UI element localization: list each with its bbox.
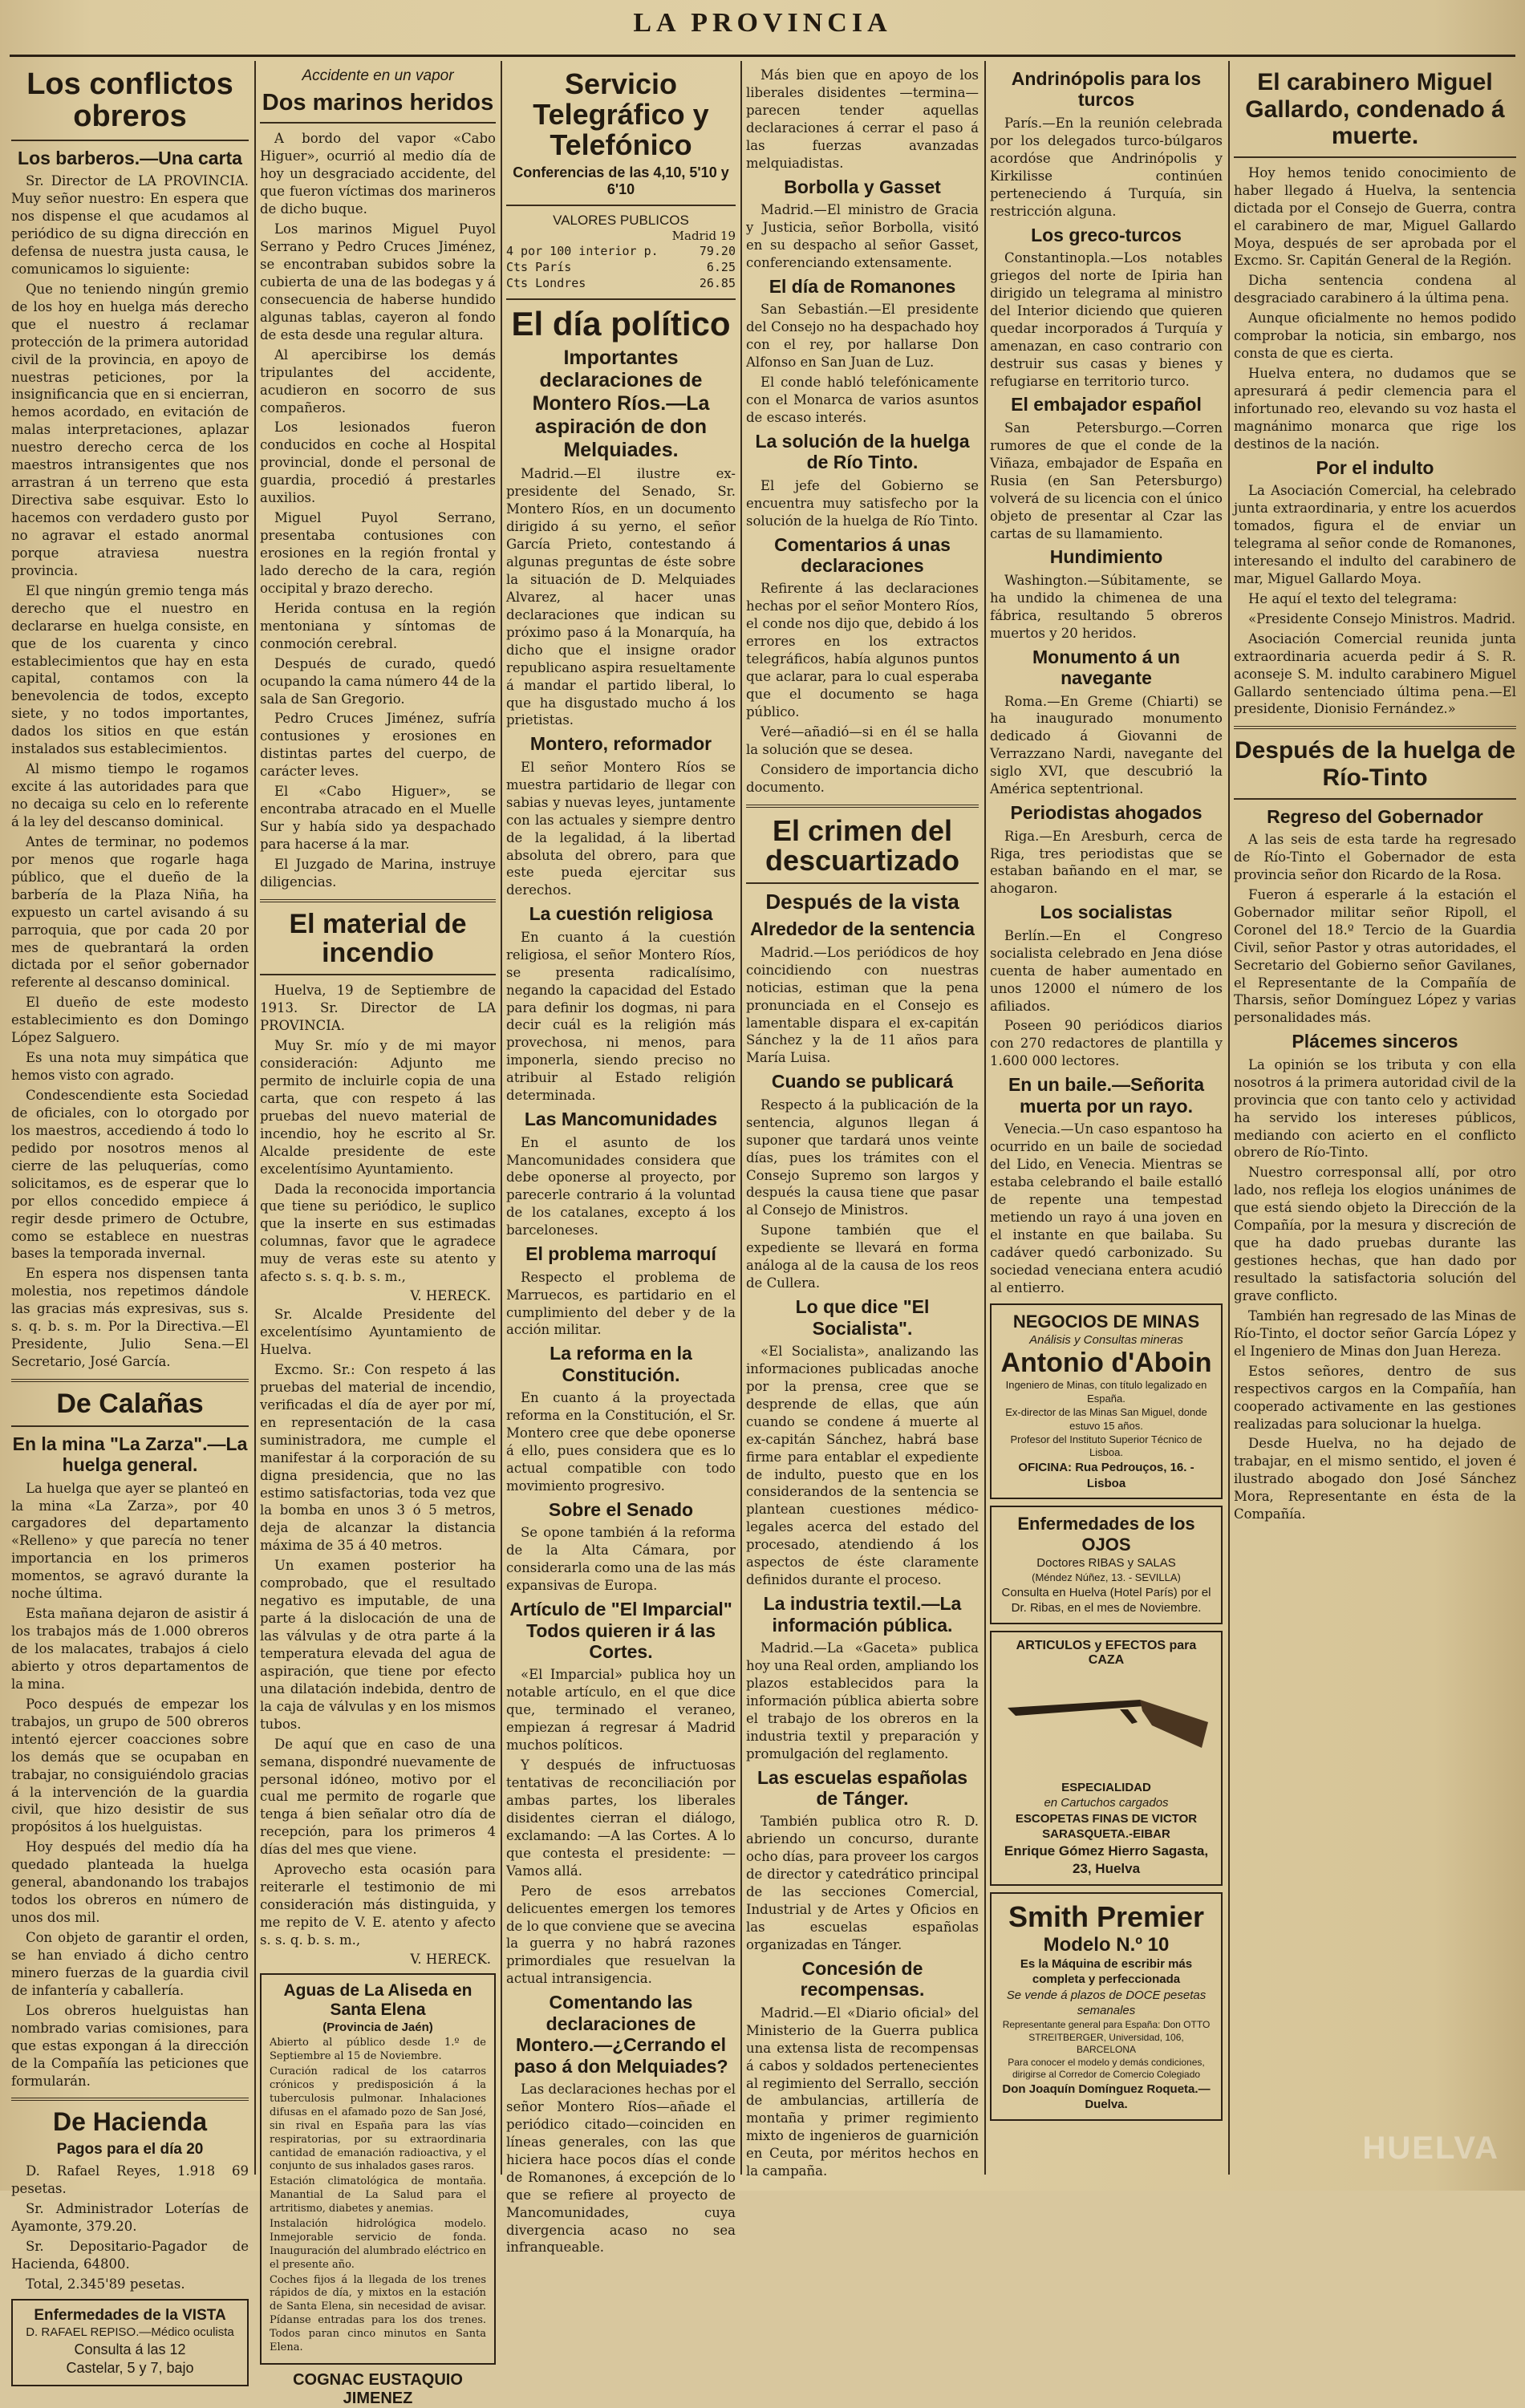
signature: V. HERECK. [410,1951,491,1967]
ad-line: Representante general para España: Don OTTO STREITBERGER, Universidad, 106, BARCELONA [1002,2018,1211,2056]
paragraph: Que no teniendo ningún gremio de los hoy en huelga más derecho que el nuestro á reclamar protección de la primera autoridad civil de la provincia, en apoyo de nuestras peticiones, por la insignificancia que en si encierran, hemos acordado, en evitación de malas interpretaciones, aplazar nuestro derecho cerca de los maestros intransigentes que nos arrastran á un terreno que esta Directiva sabe esquivar. Esto lo hacemos con verdadero gusto por no agravar el estado anormal porque atraviesa nuestra provincia. [11,281,249,578]
table-row: 4 por 100 interior p. 79.20 [506,243,736,258]
divider [506,298,736,300]
paragraph: Huelva, 19 de Septiembre de 1913. Sr. Director de LA PROVINCIA. [260,983,496,1034]
paragraph: San Sebastián.—El presidente del Consejo no ha despachado hoy con el rey, por hallarse Don Alfonso en San Juan de Luz. [746,302,979,371]
ad-title: Aguas de La Aliseda en Santa Elena [283,1980,473,2019]
paragraph: «El Imparcial» publica hoy un notable artículo, en el que dice que, terminado el veraneo, empiezan á regresar á Madrid muchos políticos. [506,1667,736,1753]
article-subtitle: En la mina "La Zarza".—La huelga general. [12,1433,248,1476]
paragraph: El jefe del Gobierno se encuentra muy satisfecho por la solución de la huelga de Río Tinto. [746,477,979,529]
ad-text: Instalación hidrológica modelo. Inmejorable servicio de fonda. Inauguración del alumbrado eléctrico en el presente año. [270,2217,486,2271]
paragraph: San Petersburgo.—Corren rumores de que el conde de la Viñaza, embajador de España en Rusia (en San Petersburgo) volverá de su licencia con el único objeto de presentar al Czar las cartas de su llamamiento. [990,420,1223,541]
values-date: Madrid 19 [671,228,736,243]
column-3 [506,64,736,2256]
article-subtitle: Hundimiento [1049,546,1163,568]
column-rule [1228,61,1230,2175]
paragraph: Washington.—Súbitamente, se ha undido la chimenea de una fábrica, resultando 5 obreros muertos y 20 heridos. [990,572,1223,641]
paragraph: Se opone también á la reforma de la Alta Cámara, por considerarla como una de las más expansivas de Europa. [506,1525,736,1594]
paragraph: Total, 2.345'89 pesetas. [26,2276,185,2292]
paragraph: Roma.—En Greme (Chiarti) se ha inaugurado monumento dedicado á Giovanni de Verrazzano Nardi, navegante del siglo XVI, que descubrió la América septentrional. [990,693,1223,797]
advertisement [990,1303,1223,1500]
ad-line: Castelar, 5 y 7, bajo [66,2360,194,2377]
paragraph: De aquí que en caso de una semana, dispondré nuevamente de personal idóneo, motivo por el cual me permito de rogarle que tenga á bien señalar otro día de recepción, para los primeros 4 días del mes que viene. [260,1736,496,1858]
paragraph: La opinión se los tributa y con ella nosotros á la primera autoridad civil de la provincia que con tanto celo y actividad ha servido los intereses públicos, mediando con acierto en el conflicto obrero de Río-Tinto. [1234,1056,1516,1161]
article-title: De Hacienda [52,2107,208,2137]
paragraph: París.—En la reunión celebrada por los delegados turco-búlgaros acordóse que Andrinópolis y Kirkilisse continúen perteneciendo á Turquía, sin restricción alguna. [990,115,1223,219]
paragraph: D. Rafael Reyes, 1.918 69 pesetas. [11,2163,249,2196]
column-1 [11,64,249,2377]
paragraph: Pero de esos arrebatos delicuentes emergen los temores de lo que conviene que se avecina la guerra y no habrá razones primordiales que resuelvan la actual intransigencia. [506,1883,736,1987]
paragraph: Venecia.—Un caso espantoso ha ocurrido en un baile de sociedad del Lido, en Venecia. Mientras se estaba celebrando el baile estalló de repente una tempestad metiendo un rayo á una joven en el instante en que bailaba. Su cadáver quedó carbonizado. Su sociedad veneciana entera acudió al entierro. [990,1121,1223,1295]
article-subtitle: Concesión de recompensas. [800,1957,925,2001]
paragraph: Constantinopla.—Los notables griegos del norte de Ipiria han dirigido un telegrama al ministro del Interior diciendo que quieren quedar incorporados á Turquía y amenazan, en caso contrario con destruir sus casas y bienes y refugiarse en territorio turco. [990,249,1223,389]
paragraph: «El Socialista», analizando las informaciones publicadas anoche por la prensa, cree que se desprende de ellas, que aún cuando se condene á muerte al ex-capitán Sánchez, habrá base firme para entablar el expediente de indulto, puesto que en los considerandos de la sentencia se plantean cuestiones médico-legales acerca del estado del procesado, atendiendo á los aspectos de éste claramente definidos durante el proceso. [746,1343,979,1588]
article-title: Después de la huelga de Río-Tinto [1234,737,1516,791]
paragraph: Al apercibirse los demás tripulantes del accidente, acudieron en socorro de sus compañeros. [260,347,496,416]
article-subtitle: Las Mancomunidades [524,1109,718,1130]
table-row: Cts Londres 26.85 [506,276,736,291]
column-rule [984,61,986,2175]
paragraph: El «Cabo Higuer», se encontraba atracado en el Muelle Sur y había sido ya despachado para hacerse á la mar. [260,784,496,853]
paragraph: Madrid.—El «Diario oficial» del Ministerio de la Guerra publica una extensa lista de recompensas á cabos y soldados pertenecientes al regimiento del Serrallo, sección de ambulancias, artillería de montaña y primer regimiento mixto de ingenieros de guarnición en Ceuta, por méritos hechos en la campaña. [746,2005,979,2179]
ad-line: Ingeniero de Minas, con título legalizado en España. [1005,1379,1207,1405]
paragraph: Refirente á las declaraciones hechas por el señor Montero Ríos, el conde nos dijo que, debido á los errores en los extractos telegráficos, había algunos puntos que aclarar, para lo cual esperaba que el documento se haga público. [746,581,979,720]
archive-watermark [1328,2098,1504,2170]
article-subtitle: Los greco-turcos [1031,224,1182,245]
article-subtitle: Pagos para el día 20 [56,2141,204,2159]
paragraph: Asociación Comercial reunida junta extraordinaria acuerda pedir á S. R. aconseje S. M. indulto carabinero Miguel Gallardo sentenciado última pena.—El presidente, Dionisio Fernández.» [1234,630,1516,717]
article-subtitle: Plácemes sinceros [1292,1031,1458,1052]
paragraph: Dicha sentencia condena al desgraciado carabinero á la última pena. [1234,273,1516,306]
article-subtitle: Después de la vista [765,890,959,914]
watermark-text: HUELVA [1362,2130,1499,2166]
column-4 [746,64,979,2179]
divider [1234,798,1516,800]
values-table [506,243,736,292]
article-title: El día político [511,304,731,343]
article-subtitle: Por el indulto [1316,456,1434,478]
paragraph: Riga.—En Aresburh, cerca de Riga, tres periodistas que se estaban bañando en el mar, se ahogaron. [990,828,1223,897]
divider [1234,156,1516,158]
paragraph: Fueron á esperarle á la estación el Gobernador militar señor Ripoll, el Coronel del 18.º Tercio de la Guardia Civil, señor Pastor y otras autoridades, el Secretario del Gobierno señor Gavilanes, el Representante de la Compañía de Tharsis, señor Domínguez López y varias personalidades más. [1234,886,1516,1026]
paragraph: Y después de infructuosas tentativas de reconciliación por ambas partes, los liberales disidentes cierran el diálogo, exclamando: —A las Cortes. A lo que contesta el presidente: —Vamos allá. [506,1757,736,1879]
paragraph: También han regresado de las Minas de Río-Tinto, el doctor señor García López y el Ingeniero de Minas don Juan Hereza. [1234,1307,1517,1359]
article-subtitle: Artículo de "El Imparcial" Todos quieren ir á las Cortes. [509,1599,732,1662]
paragraph: El conde habló telefónicamente con el Monarca de varios asuntos de escaso interés. [746,375,979,425]
paragraph: También publica otro R. D. abriendo un concurso, durante ocho días, para proveer los cargos de director y catedrático principal de las secciones Comercial, Industrial y de Artes y Oficios en las escuelas españolas organizadas en Tánger. [746,1814,979,1952]
paragraph: El señor Montero Ríos se muestra partidario de llegar con sabias y nuevas leyes, juntamente con las actuales y siempre dentro de la legalidad, á la libertad absoluta del obrero, para que este pueda ejercitar sus derechos. [506,759,736,898]
table-row: Cts París 6.25 [506,260,736,275]
paragraph: En espera nos dispensen tanta molestia, nos repetimos dándole las gracias más expresivas, sus s. s. q. b. s. m. Por la Directiva.—El Presidente, Julio Sena.—El Secretario, José García. [11,1266,249,1370]
paragraph: Al mismo tiempo le rogamos excite á las autoridades para que no decaiga su celo en lo referente á la ley del descanso dominical. [11,761,249,829]
paragraph: Aunque oficialmente no hemos podido comprobar la noticia, sin embargo, nos consta de que es cierta. [1234,310,1516,362]
paragraph: A bordo del vapor «Cabo Higuer», ocurrió al medio día de hoy un desgraciado accidente, del que fueron víctimas dos marineros de dicho buque. [260,131,496,217]
ad-line: Para conocer el modelo y demás condiciones, dirigirse al Corredor de Comercio Colegiado [1008,2056,1205,2081]
paragraph: Muy Sr. mío y de mi mayor consideración: Adjunto me permito de incluirle copia de una carta, que con respeto á las pruebas del nuevo material de incendio, hoy he escrito al Sr. Alcalde presidente de este excelentísimo Ayuntamiento. [260,1038,496,1177]
article-title: El carabinero Miguel Gallardo, condenado á muerte. [1245,69,1505,150]
article-title: Los conflictos obreros [26,67,233,133]
paragraph: En cuanto á la proyectada reforma en la Constitución, el Sr. Montero cree que debe oponerse á ello, pues considera que es lo actual compatible con todo movimiento progresivo. [506,1390,736,1494]
paragraph: Sr. Depositario-Pagador de Hacienda, 64800. [11,2238,249,2272]
ad-line: OFICINA: Rua Pedrouços, 16. - Lisboa [1018,1461,1194,1490]
ad-line: Consulta en Huelva (Hotel París) por el Dr. Ribas, en el mes de Noviembre. [1001,1585,1211,1615]
advertisement [990,1631,1223,1886]
paragraph: Hoy hemos tenido conocimiento de haber llegado á Huelva, la sentencia dictada por el Consejo de Guerra, contra el carabinero de mar, Miguel Gallardo Moya, después de ser aprobada por el Excmo. Sr. Capitán General de la Región. [1234,164,1516,269]
divider [260,122,496,124]
ad-line: ESCOPETAS FINAS DE VICTOR SARASQUETA.-EIBAR [1015,1811,1198,1842]
paragraph: El que ningún gremio tenga más derecho que el nuestro en declararse en huelga consiste, en que de los cuarenta y cinco establecimientos que hay en esta capital, contamos con la benevolencia de todos, excepto siete, y no todos importantes, dados los sitios en que están instalados sus establecimientos. [11,582,249,757]
paragraph: Pedro Cruces Jiménez, sufría contusiones y erosiones en distintas partes del cuerpo, de carácter leves. [260,711,496,780]
ad-line: Enrique Gómez Hierro Sagasta, 23, Huelva [1004,1842,1209,1876]
ad-line: Ex-director de las Minas San Miguel, donde estuvo 15 años. [1005,1405,1207,1432]
article-subtitle: Cuando se publicará [771,1071,954,1093]
paragraph: Herida contusa en la región mentoniana y síntomas de conmoción cerebral. [260,600,496,651]
ad-text: Estación climatológica de montaña. Manantial de La Salud para el artritismo, diabetes y anemias. [270,2175,486,2215]
paragraph: Los lesionados fueron conducidos en coche al Hospital provincial, donde el personal de guardia, procedió á prestarles auxilios. [260,420,496,506]
paragraph: Con objeto de garantir el orden, se han enviado á dicho centro minero fuerzas de la guardia civil de infantería y caballería. [11,1930,249,1998]
ad-text: Coches fijos á la llegada de los trenes rápidos de día, y mixtos en la estación de Santa Elena, sin necesidad de avisar. Pídanse entradas para los dos trenes. Todos paran cinco minutos en Santa Elena. [270,2273,486,2353]
paragraph: Madrid.—El ilustre ex-presidente del Senado, Sr. Montero Ríos, en un documento dirigido á su yerno, el señor García Prieto, contestando á algunas preguntas de éste sobre la situación de D. Melquiades Alvarez, al hacer unas declaraciones que indican su próximo paso á la Monarquía, ha dicho que el insigne orador republicano aspira resueltamente á mandar el partido liberal, lo que ha disgustado mucho á los prietistas. [506,466,736,728]
ad-text: Abierto al público desde 1.º de Septiembre al 15 de Noviembre. [270,2037,486,2063]
paragraph: Las declaraciones hechas por el señor Montero Ríos—añade el periódico citado—coinciden en líneas generales, con las que hiciera hace pocos días el conde de Romanones, á excepción de lo que se refiere al proyecto de Mancomunidades, cuya divergencia acaso no sea infranqueable. [506,2082,736,2256]
paragraph: Sr. Administrador Loterías de Ayamonte, 379.20. [11,2200,249,2234]
ad-subtitle: Análisis y Consultas mineras [1029,1332,1183,1347]
paragraph: Aprovecho esta ocasión para reiterarle el testimonio de mi consideración más distinguida, y me repito de V. E. atento y afecto s. s. q. b. s. m., [260,1862,496,1948]
paragraph: En cuanto á la cuestión religiosa, el señor Montero Ríos, se presenta radicalísimo, negando la capacidad del Estado para definir los dogmas, ni para decir cuál es la religión más provechosa, ni menos, para imponerla, siendo preciso no atribuir al Estado religión determinada. [506,929,736,1104]
paragraph: Huelva entera, no dudamos que se apresurará á pedir clemencia para el infortunado reo, elevando su voz hasta el magnánimo monarca que rige los destinos de la nación. [1234,366,1516,452]
masthead [10,5,1515,57]
ad-line: (Méndez Núñez, 13. - SEVILLA) [1032,1571,1181,1583]
section-subtitle: Conferencias de las 4,10, 5'10 y 6'10 [513,164,729,198]
ad-line: D. RAFAEL REPISO.—Médico oculista [26,2325,234,2340]
ad-line: Se vende á plazos de DOCE pesetas semanales [1006,1988,1207,2018]
paragraph: El dueño de este modesto establecimiento es don Domingo López Salguero. [11,995,249,1046]
paragraph: Poseen 90 periódicos diarios con 270 redactores de plantilla y 1.600 000 lectores. [990,1018,1223,1069]
article-subtitle: El día de Romanones [769,275,956,297]
article-title: El material de incendio [289,908,467,968]
divider [260,899,496,902]
paragraph: Veré—añadió—si en él se halla la solución que se desea. [746,724,979,757]
paragraph: Nuestro corresponsal allí, por otro lado, nos refleja los elogios unánimes de que está siendo objeto la Dirección de la Compañía, por la mesura y discreción de que ha dado pruebas durante las gestiones hechas, que han dado por resultado la satisfactoria solución del grave conflicto. [1234,1165,1516,1303]
ad-title: Smith Premier [1008,1899,1205,1933]
ad-title: Enfermedades de la VISTA [34,2307,226,2325]
article-subtitle: Los socialistas [1040,902,1173,923]
column-2 [260,64,496,2407]
article-subtitle: Andrinópolis para los turcos [1011,68,1202,111]
divider [11,1379,249,1382]
column-6 [1234,64,1516,2176]
paragraph: Hoy después del medio día ha quedado planteada la huelga general, abandonando los trabajos todos los obreros en número de unos dos mil. [11,1839,249,1926]
article-subtitle: El embajador español [1011,394,1202,416]
paragraph: Esta mañana dejaron de asistir á los trabajos más de 1.000 obreros de los malacates, trabajos á cielo abierto y otros departamentos de la mina. [11,1606,249,1692]
paragraph: Miguel Puyol Serrano, presentaba contusiones con erosiones en la región frontal y lado derecho de la cara, región occipital y brazo derecho. [260,510,496,596]
article-subtitle: Importantes declaraciones de Montero Ríos.—La aspiración de don Melquiades. [532,346,710,461]
paragraph: Considero de importancia dicho documento. [746,761,979,795]
ad-title: Enfermedades de los OJOS [1017,1514,1195,1555]
advertisement [11,2299,249,2386]
advertisement [260,1973,496,2365]
paragraph: Respecto el problema de Marruecos, es partidario en el cumplimiento del deber y de la acción militar. [506,1269,736,1338]
article-subtitle: Monumento á un navegante [1032,646,1180,689]
column-rule [740,61,742,2175]
article-subtitle: La solución de la huelga de Río Tinto. [755,430,970,473]
paragraph: Los marinos Miguel Puyol Serrano y Pedro Cruces Jiménez, se encontraban subidos sobre la cubierta de una de las bodegas y á consecuencia de haberse hundido algunas tablas, cayeron al fondo de esta desde una regular altura. [260,221,496,343]
paragraph: Supone también que el expediente se llevará en forma análoga al de la causa de los reos de Cullera. [746,1222,979,1291]
ad-name: Antonio d'Aboin [1000,1348,1212,1378]
paragraph: «Presidente Consejo Ministros. Madrid. [1248,610,1516,626]
article-subtitle: Las escuelas españolas de Tánger. [756,1766,968,1809]
ad-title: ARTICULOS y EFECTOS para CAZA [1016,1638,1197,1667]
divider [260,974,496,975]
article-subtitle: Los barberos.—Una carta [18,147,242,168]
paragraph: Dada la reconocida importancia que tiene su periódico, le suplico que la inserte en sus estimadas columnas, favor que le agradece muy de veras este su atento y afecto s. s. q. b. s. m., [260,1181,496,1285]
divider [11,2098,249,2101]
section-title: Servicio Telegráfico y Telefónico [533,67,709,161]
article-subtitle: Periodistas ahogados [1010,802,1203,824]
divider [746,882,979,884]
paragraph: Madrid.—El ministro de Gracia y Justicia, señor Borbolla, visitó en su despacho al señor Gasset, conferenciando extensamente. [746,202,979,270]
paragraph: Los obreros huelguistas han nombrado varias comisiones, para que estas expongan á la dirección de la Compañía las peticiones que formularán. [11,2002,249,2089]
article-subtitle: Comentarios á unas declaraciones [774,533,951,576]
article-subtitle: La industria textil.—La información pública. [763,1593,962,1636]
paragraph: La Asociación Comercial, ha celebrado junta extraordinaria, y entre los acuerdos tomados, figura el de enviar un telegrama al señor conde de Romanones, interesando el indulto del carabinero de mar, Miguel Gallardo Moya. [1234,483,1516,586]
ad-subtitle: Doctores RIBAS y SALAS [1036,1556,1176,1571]
ad-subtitle: (Provincia de Jaén) [322,2020,433,2034]
paragraph: Antes de terminar, no podemos por menos que rogarle haga público, que el dueño de la barbería de la Plaza Niña, ha expuesto un cartel avisando á su parroquia, que por cada 20 por mes de quebrantará la orden dictada por el señor gobernador referente al descanso dominical. [11,833,249,991]
paragraph: Después de curado, quedó ocupando la cama número 44 de la sala de San Gregorio. [260,655,496,707]
paragraph: Madrid.—La «Gaceta» publica hoy una Real orden, ampliando los plazos establecidos para la información pública abierta sobre el trabajo de los obreros en la industria textil y preparación y promulgación del reglamento. [746,1640,979,1761]
article-subtitle: Borbolla y Gasset [784,176,941,197]
article-subtitle: Alrededor de la sentencia [750,918,975,940]
article-subtitle: La cuestión religiosa [529,903,713,925]
article-subtitle: Lo que dice "El Socialista". [795,1296,930,1339]
divider [11,1425,249,1427]
ad-line: Don Joaquín Domínguez Roqueta.—Duelva. [1002,2082,1211,2112]
ad-line: ESPECIALIDAD [1061,1780,1151,1794]
ad-line: Consulta á las 12 [74,2341,186,2357]
paragraph: Madrid.—Los periódicos de hoy coincidiendo con nuestras noticias, estiman que la pena pronunciada en el Consejo es lamentable dispara el ex-capitán Sánchez y la de 11 años para María Luisa. [746,944,979,1066]
article-title: El crimen del descuartizado [765,813,960,878]
paragraph: Más bien que en apoyo de los liberales disidentes —termina— parecen tender aquellas declaraciones á cerrar el paso á las fuerzas avanzadas melquiadistas. [746,67,979,171]
paragraph: Condescendiente esta Sociedad de oficiales, con lo otorgado por los maestros, accediendo á todo lo pedido por nosotros menos al cierre de las peluquerías, como solicitamos, es de esperar que lo por ellos concedido empiece á regir desde primero de Octubre, como se establece en nuestras bases la temporada invernal. [11,1088,249,1262]
paragraph: Excmo. Sr.: Con respeto á las pruebas del material de incendio, verificadas el día de ayer por mí, en representación de la casa suministradora, me cumple el manifestar á la corporación de su digna presidencia, que no las estimo satisfactorias, toda vez que la bomba en unos 3 ó 5 metros, deja de alcanzar la distancia máxima de 35 á 40 metros. [260,1361,496,1554]
article-subtitle: La reforma en la Constitución. [550,1343,692,1385]
column-rule [501,61,502,2175]
article-kicker: Accidente en un vapor [302,67,454,84]
divider [506,205,736,206]
newspaper-title: LA PROVINCIA [633,8,892,38]
article-subtitle: Comentando las declaraciones de Montero.—¿Cerrando el paso á don Melquiades? [513,1992,728,2077]
ad-subtitle: Modelo N.º 10 [1043,1933,1170,1956]
advertisement [990,1506,1223,1624]
paragraph: Es una nota muy simpática que hemos visto con agrado. [11,1050,249,1084]
article-subtitle: Sobre el Senado [548,1498,694,1520]
paragraph: Un examen posterior ha comprobado, que el resultado negativo es imputable, de una parte á la dislocación de una de las válvulas y de otra parte á la temperatura elevada del agua de aspiración, que tiene por efecto una dilatación indebida, dentro de la caja de válvulas y en los mismos tubos. [260,1558,496,1732]
article-title: Dos marinos heridos [262,90,494,116]
article-subtitle: Regreso del Gobernador [1267,805,1483,827]
ad-title: NEGOCIOS DE MINAS [1012,1311,1200,1332]
paragraph: Berlín.—En el Congreso socialista celebrado en Jena dióse cuenta de haber aumentado en unos 12000 el número de los afiliados. [990,927,1223,1014]
paragraph: Respecto á la publicación de la sentencia, algunos llegan á suponer que tardará unos veinte días, pues los trámites con el Consejo Supremo son largos y después la causa tiene que pasar al Consejo de Ministros. [746,1097,979,1218]
divider [1234,726,1516,729]
ad-line: Es la Máquina de escribir más completa y perfeccionada [1020,1956,1193,1987]
ad-line: Profesor del Instituto Superior Técnico de Lisboa. [1010,1433,1203,1459]
divider [11,140,249,141]
article-title: De Calañas [56,1388,204,1420]
paragraph: En el asunto de los Mancomunidades considera que debe oponerse al proyecto, por parecerle contrario á la voluntad de los catalanes, excepto á los barceloneses. [506,1134,736,1238]
paragraph: He aquí el texto del telegrama: [1248,590,1458,606]
paragraph: Sr. Alcalde Presidente del excelentísimo Ayuntamiento de Huelva. [260,1307,496,1358]
column-rule [254,61,256,2175]
paragraph: La huelga que ayer se planteó en la mina «La Zarza», por 40 cargadores del departamento «Relleno» y que parecía no tener importancia en los primeros momentos, se agravó durante la noche última. [11,1480,249,1602]
shotgun-icon [1000,1676,1213,1772]
ad-title: COGNAC EUSTAQUIO JIMENEZ [293,2370,463,2407]
paragraph: Desde Huelva, no ha dejado de trabajar, en el mismo sentido, el joven é ilustrado abogado don José Sánchez Mora, Representante en ésta de la Compañía. [1234,1436,1516,1522]
article-subtitle: Montero, reformador [529,733,712,755]
advertisement [990,1892,1223,2121]
column-5 [990,64,1223,2176]
ad-text: Curación radical de los catarros crónicos y predisposición á la tuberculosis pulmonar. Inhalaciones difusas en el afamado pozo de San José, sin rival en España para las vías respiratorias, por su extraordinaria cantidad de emanación radioactiva, y el conjunto de sus inhalados gases raros. [270,2065,486,2173]
paragraph: A las seis de esta tarde ha regresado de Río-Tinto el Gobernador de esta provincia señor don Ricardo de la Rosa. [1234,832,1516,882]
values-title: VALORES PUBLICOS [553,212,689,228]
divider [746,805,979,808]
paragraph: Sr. Director de LA PROVINCIA. Muy señor nuestro: En espera que nos dispense el que acudamos al periódico de su digna dirección en defensa de nuestra justa causa, le comunicamos lo siguiente: [11,173,249,277]
paragraph: El Juzgado de Marina, instruye diligencias. [260,856,496,890]
paragraph: Estos señores, dentro de sus respectivos cargos en la Compañía, han cooperado activamente en las gestiones realizadas para solucionar la huelga. [1234,1363,1516,1432]
article-subtitle: En un baile.—Señorita muerta por un rayo. [1008,1074,1205,1117]
article-subtitle: El problema marroquí [525,1243,716,1265]
paragraph: Poco después de empezar los trabajos, un grupo de 500 obreros intentó ejercer coacciones sobre los demás que se ocupaban en trabajar, no consiguiéndolo gracias á la intervención de la guardia civil, que hizo desistir de sus propósitos á los huelguistas. [11,1696,249,1835]
signature: V. HERECK. [410,1288,491,1304]
ad-line: en Cartuchos cargados [1044,1796,1169,1810]
